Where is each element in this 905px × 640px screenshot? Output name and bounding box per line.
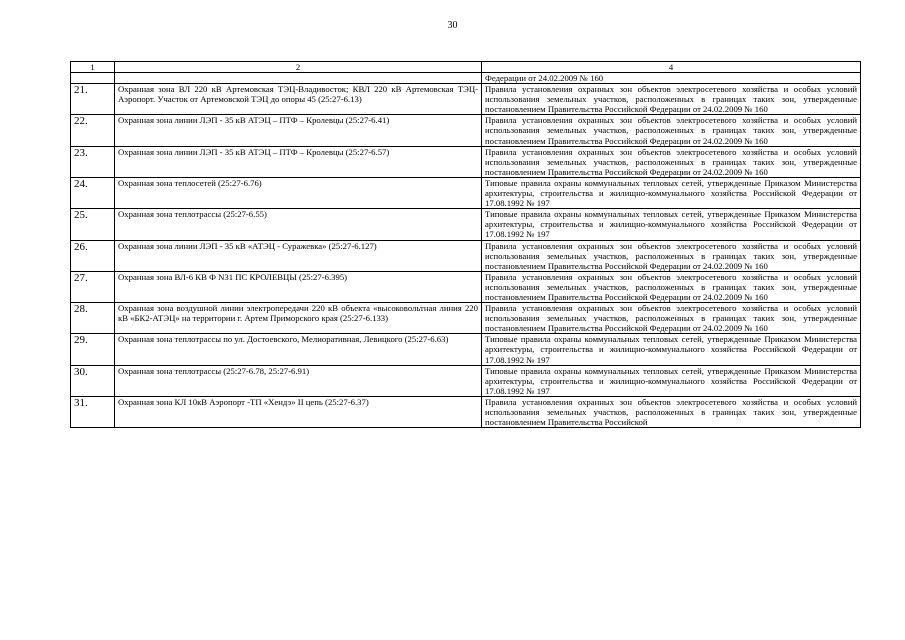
zone-name: Охранная зона ВЛ-6 КВ Ф N31 ПС КРОЛЕВЦЫ (25:27-6.395) (115, 271, 482, 302)
regulation-document: Типовые правила охраны коммунальных тепловых сетей, утвержденные Приказом Министерства архитектуры, строительства и жилищно-коммунального хозяйства Российской Федерации от 17.08.1992 № 197 (482, 365, 861, 396)
row-number: 25. (71, 209, 115, 240)
row-number: 21. (71, 84, 115, 115)
regulation-document: Правила установления охранных зон объектов электросетевого хозяйства и особых условий использования земельных участков, расположенных в границах таких зон, утвержденные постановлением Правительства Российской Федерации от 24.02.2009 № 160 (482, 303, 861, 334)
zone-name: Охранная зона ВЛ 220 кВ Артемовская ТЭЦ-Владивосток; КВЛ 220 кВ Артемовская ТЭЦ-Аэропорт. Участок от Артемовской ТЭЦ до опоры 45 (25:27-6.13) (115, 84, 482, 115)
table-row (71, 334, 861, 365)
regulation-document: Правила установления охранных зон объектов электросетевого хозяйства и особых условий использования земельных участков, расположенных в границах таких зон, утвержденные постановлением Правительства Российской Федерации от 24.02.2009 № 160 (482, 240, 861, 271)
zone-name: Охранная зона теплотрассы по ул. Достоевского, Мелиоративная, Левицкого (25:27-6.63) (115, 334, 482, 365)
row-number: 28. (71, 303, 115, 334)
zone-name: Охранная зона воздушной линии электропередачи 220 кВ объекта «высоковольтная линия 220 кВ «БК2-АТЭЦ» на территории г. Артем Приморского края (25:27-6.133) (115, 303, 482, 334)
table-row (71, 365, 861, 396)
table-row (71, 146, 861, 177)
zone-name: Охранная зона теплотрассы (25:27-6.55) (115, 209, 482, 240)
regulation-document: Типовые правила охраны коммунальных тепловых сетей, утвержденные Приказом Министерства архитектуры, строительства и жилищно-коммунального хозяйства Российской Федерации от 17.08.1992 № 197 (482, 334, 861, 365)
page-number: 30 (447, 20, 458, 31)
table-row (71, 240, 861, 271)
zone-name: Охранная зона теплотрассы (25:27-6.78, 25:27-6.91) (115, 365, 482, 396)
row-number: 22. (71, 115, 115, 146)
zone-name: Охранная зона теплосетей (25:27-6.76) (115, 177, 482, 208)
zone-name: Охранная зона линии ЛЭП - 35 кВ «АТЭЦ - Суражевка» (25:27-6.127) (115, 240, 482, 271)
row-number: 30. (71, 365, 115, 396)
row-number: 27. (71, 271, 115, 302)
regulation-document: Правила установления охранных зон объектов электросетевого хозяйства и особых условий использования земельных участков, расположенных в границах таких зон, утвержденные постановлением Правительства Российской Федерации от 24.02.2009 № 160 (482, 84, 861, 115)
column-header-object: 2 (115, 62, 482, 73)
row-number: 26. (71, 240, 115, 271)
regulation-document: Правила установления охранных зон объектов электросетевого хозяйства и особых условий использования земельных участков, расположенных в границах таких зон, утвержденные постановлением Правительства Российской (482, 396, 861, 427)
zone-name: Охранная зона линии ЛЭП - 35 кВ АТЭЦ – ПТФ – Кролевцы (25:27-6.41) (115, 115, 482, 146)
table-header-row (71, 62, 861, 73)
row-number: 31. (71, 396, 115, 427)
row-number: 23. (71, 146, 115, 177)
zone-name: Охранная зона линии ЛЭП - 35 кВ АТЭЦ – ПТФ – Кролевцы (25:27-6.57) (115, 146, 482, 177)
zone-name: Охранная зона КЛ 10кВ Аэропорт -ТП «Хендэ» II цепь (25:27-6.37) (115, 396, 482, 427)
regulation-document: Правила установления охранных зон объектов электросетевого хозяйства и особых условий использования земельных участков, расположенных в границах таких зон, утвержденные постановлением Правительства Российской Федерации от 24.02.2009 № 160 (482, 146, 861, 177)
row-number: 29. (71, 334, 115, 365)
continuation-row (71, 73, 861, 84)
regulation-document: Типовые правила охраны коммунальных тепловых сетей, утвержденные Приказом Министерства архитектуры, строительства и жилищно-коммунального хозяйства Российской Федерации от 17.08.1992 № 197 (482, 177, 861, 208)
table-row (71, 209, 861, 240)
table-row (71, 303, 861, 334)
table-row (71, 177, 861, 208)
column-header-number: 1 (71, 62, 115, 73)
continuation-object-cell (115, 73, 482, 84)
continuation-document-cell: Федерации от 24.02.2009 № 160 (482, 73, 861, 84)
column-header-document: 4 (482, 62, 861, 73)
table-row (71, 271, 861, 302)
zones-table (70, 61, 861, 428)
row-number: 24. (71, 177, 115, 208)
continuation-number-cell (71, 73, 115, 84)
regulation-document: Правила установления охранных зон объектов электросетевого хозяйства и особых условий использования земельных участков, расположенных в границах таких зон, утвержденные постановлением Правительства Российской Федерации от 24.02.2009 № 160 (482, 271, 861, 302)
table-row (71, 115, 861, 146)
table-row (71, 84, 861, 115)
regulation-document: Правила установления охранных зон объектов электросетевого хозяйства и особых условий использования земельных участков, расположенных в границах таких зон, утвержденные постановлением Правительства Российской Федерации от 24.02.2009 № 160 (482, 115, 861, 146)
table-row (71, 396, 861, 427)
regulation-document: Типовые правила охраны коммунальных тепловых сетей, утвержденные Приказом Министерства архитектуры, строительства и жилищно-коммунального хозяйства Российской Федерации от 17.08.1992 № 197 (482, 209, 861, 240)
